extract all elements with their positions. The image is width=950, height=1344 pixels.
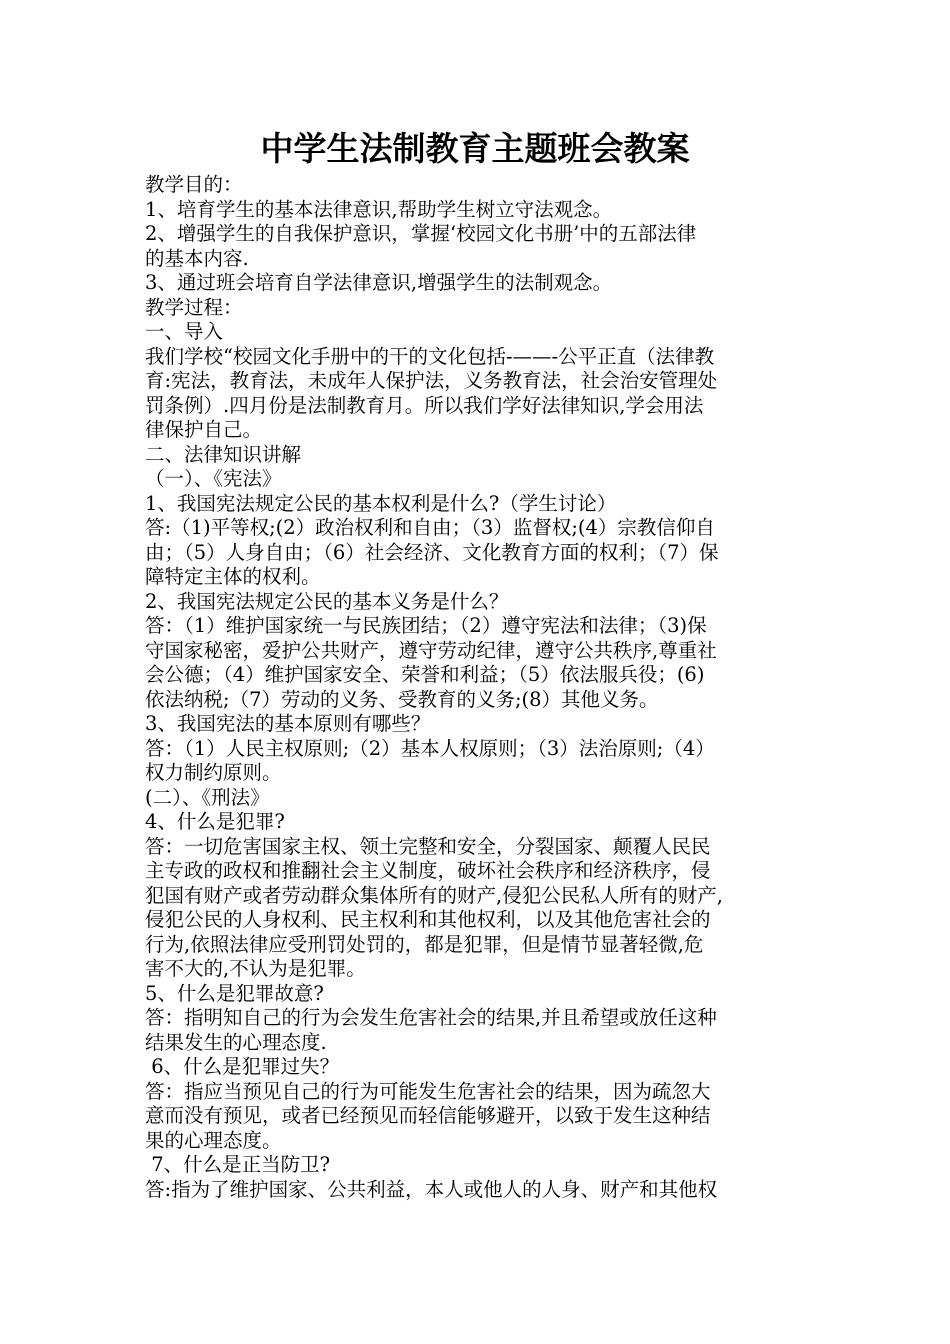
text-line: 守国家秘密，爱护公共财产，遵守劳动纪律，遵守公共秩序,尊重社	[145, 638, 717, 662]
text-line: 教学过程：	[145, 295, 243, 319]
text-line: 权力制约原则。	[145, 761, 282, 784]
text-line: 3、我国宪法的基本原则有哪些？	[145, 712, 431, 735]
text-line: 3、通过班会培育自学法律意识,增强学生的法制观念。	[145, 271, 613, 294]
text-line: 罚条例）.四月份是法制教育月。所以我们学好法律知识,学会用法	[145, 393, 704, 417]
text-line: 果的心理态度。	[145, 1128, 282, 1152]
text-line: 答：（1）维护国家统一与民族团结；（2）遵守宪法和法律；（3)保	[145, 614, 707, 637]
text-line: （一）、《宪法》	[145, 467, 282, 490]
text-line: 行为,依照法律应受刑罚处罚的，都是犯罪，但是情节显著轻微,危	[145, 932, 704, 956]
text-line: 主专政的政权和推翻社会主义制度，破坏社会秩序和经济秩序，侵	[145, 859, 711, 882]
text-line: 答:（1)平等权;(2）政治权利和自由；（3）监督权;(4）宗教信仰自	[145, 516, 715, 539]
text-line: 2、我国宪法规定公民的基本义务是什么？	[145, 589, 509, 613]
text-line: 答：（1）人民主权原则;（2）基本人权原则；（3）法治原则;（4）	[145, 736, 715, 760]
text-line: 答：一切危害国家主权、领土完整和安全，分裂国家、颠覆人民民	[145, 834, 711, 858]
text-line: 二、法律知识讲解	[145, 442, 302, 466]
text-line: 由；（5）人身自由；（6）社会经济、文化教育方面的权利；（7）保	[145, 540, 719, 564]
text-line: 7、什么是正当防卫?	[145, 1153, 331, 1176]
text-line: 害不大的,不认为是犯罪。	[145, 957, 366, 980]
text-line: 教学目的：	[145, 173, 243, 196]
text-line: 的基本内容.	[145, 246, 249, 270]
text-line: 障特定主体的权利。	[145, 565, 321, 588]
text-line: 答：指明知自己的行为会发生危害社会的结果,并且希望或放任这种	[145, 1006, 717, 1029]
document-body	[145, 173, 815, 1202]
text-line: 6、什么是犯罪过失？	[145, 1055, 340, 1078]
text-line: 结果发生的心理态度.	[145, 1030, 327, 1054]
text-line: 答:指为了维护国家、公共利益，本人或他人的人身、财产和其他权	[145, 1177, 718, 1201]
text-line: 2、增强学生的自我保护意识，掌握‘校园文化书册’中的五部法律	[145, 222, 697, 245]
text-line: 1、培育学生的基本法律意识,帮助学生树立守法观念。	[145, 197, 613, 221]
text-line: 1、我国宪法规定公民的基本权利是什么?（学生讨论）	[145, 491, 617, 515]
text-line: 依法纳税;（7）劳动的义务、受教育的义务;(8）其他义务。	[145, 687, 659, 711]
text-line: 育:宪法，教育法，未成年人保护法，义务教育法，社会治安管理处	[145, 369, 718, 392]
text-line: 一、导入	[145, 320, 224, 343]
text-line: 侵犯公民的人身权利、民主权利和其他权利，以及其他危害社会的	[145, 908, 711, 931]
text-line: 5、什么是犯罪故意?	[145, 981, 324, 1005]
text-line: 答：指应当预见自己的行为可能发生危害社会的结果，因为疏忽大	[145, 1079, 711, 1103]
text-line: 我们学校“校园文化手册中的干的文化包括-——-公平正直（法律教	[145, 344, 715, 368]
text-line: 律保护自己。	[145, 418, 263, 441]
document-title: 中学生法制教育主题班会教案	[260, 129, 690, 168]
text-line: 4、什么是犯罪?	[145, 810, 285, 833]
text-line: 意而没有预见，或者已经预见而轻信能够避开，以致于发生这种结	[145, 1104, 711, 1127]
text-line: (二）、《刑法》	[145, 785, 270, 809]
text-line: 犯国有财产或者劳动群众集体所有的财产,侵犯公民私人所有的财产,	[145, 883, 723, 907]
text-line: 会公德；（4）维护国家安全、荣誉和利益；（5）依法服兵役；(6)	[145, 663, 705, 686]
